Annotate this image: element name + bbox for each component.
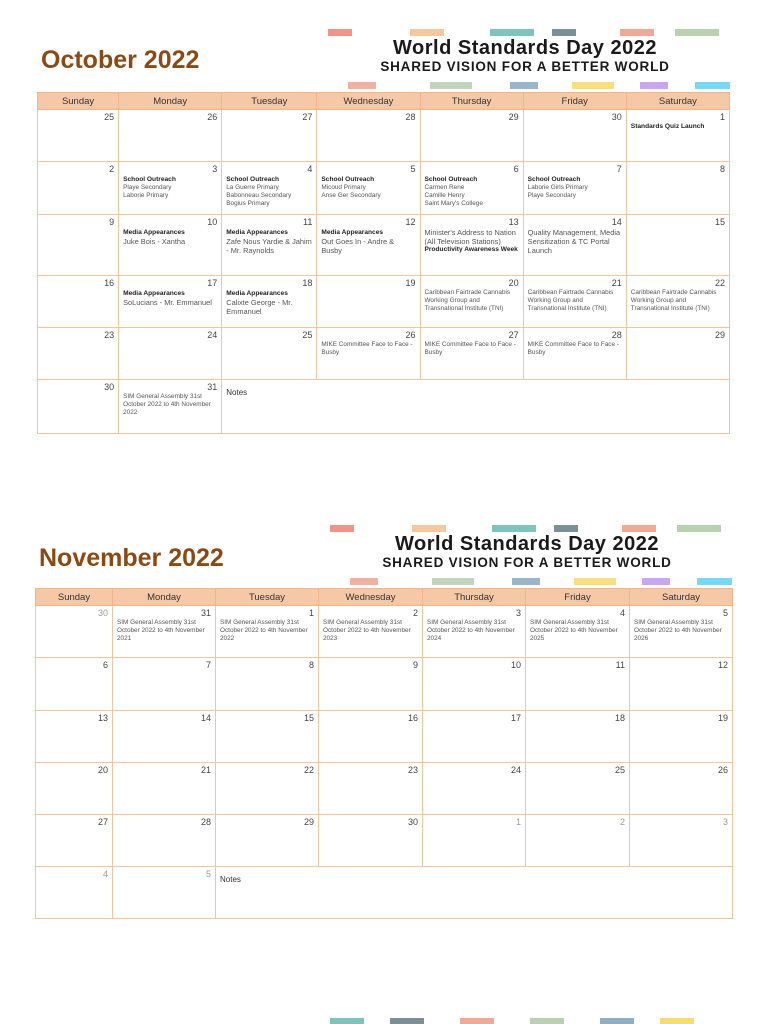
day-cell: [113, 711, 216, 763]
day-number: 5: [722, 608, 728, 618]
flag-strip: [697, 578, 732, 585]
day-cell: [523, 215, 626, 276]
notes-area[interactable]: [216, 867, 733, 919]
day-number: 25: [104, 112, 115, 122]
event-detail: Micoud Primary: [321, 184, 366, 191]
day-number: 10: [207, 217, 218, 227]
day-cell: [319, 658, 423, 711]
day-cell: [222, 276, 317, 328]
banner-title: World Standards Day 2022: [395, 533, 659, 555]
flag-strip: [675, 29, 719, 36]
event-detail: La Guerre Primary: [226, 184, 279, 191]
event-detail: Juke Bois - Xantha: [123, 237, 186, 246]
event-detail: MIKE Committee Face to Face - Busby: [424, 341, 516, 356]
day-number: 9: [109, 217, 115, 227]
day-cell: [319, 763, 423, 815]
day-number: 20: [508, 278, 519, 288]
day-cell: [523, 276, 626, 328]
day-number: 11: [615, 660, 625, 670]
day-number: 27: [97, 817, 108, 827]
day-cell: [113, 763, 216, 815]
calendar-grid: [37, 92, 730, 434]
day-cell: [113, 815, 216, 867]
flag-strip: [330, 1018, 364, 1024]
day-cell: [526, 815, 630, 867]
flag-strip: [412, 525, 446, 532]
event-detail: Out Goes In - Andre & Busby: [321, 237, 395, 255]
day-number: 30: [407, 817, 418, 827]
weekday-header-thursday: Thursday: [420, 93, 523, 110]
day-cell: [317, 328, 420, 380]
event-highlight: Standards Quiz Launch: [630, 123, 705, 130]
banner-title: World Standards Day 2022: [393, 37, 657, 59]
event-detail: Camille Henry: [424, 192, 465, 199]
event-detail: SoLucians - Mr. Emmanuel: [123, 298, 212, 307]
day-number: 26: [207, 112, 218, 122]
day-cell: [420, 276, 523, 328]
day-number: 28: [405, 112, 416, 122]
event-detail: SIM General Assembly 31st October 2022 to 4th November 2026: [634, 619, 722, 642]
day-number: 21: [611, 278, 622, 288]
day-cell: [36, 606, 113, 658]
day-number: 18: [614, 713, 625, 723]
event-highlight: Productivity Awareness Week: [424, 246, 518, 253]
day-number: 24: [207, 330, 218, 340]
day-cell: [113, 867, 216, 919]
flag-strip: [510, 82, 538, 89]
event-detail: Bogius Primary: [226, 200, 270, 207]
event-title: Media Appearances: [123, 229, 185, 236]
event-detail: Laborie Girls Primary: [527, 184, 588, 191]
flag-strip: [574, 578, 616, 585]
banner-subtitle: SHARED VISION FOR A BETTER WORLD: [382, 555, 672, 570]
day-cell: [216, 763, 319, 815]
day-cell: [526, 763, 630, 815]
week-row: [36, 658, 733, 711]
day-cell: [523, 162, 626, 215]
event-detail: Zafe Nous Yardie & Jahim - Mr. Raynolds: [226, 237, 312, 255]
event-detail: SIM General Assembly 31st October 2022 to 4th November 2022: [123, 393, 211, 416]
day-cell: [317, 215, 420, 276]
weekday-header-saturday: Saturday: [626, 93, 729, 110]
day-cell: [523, 110, 626, 162]
day-number: 3: [722, 817, 728, 827]
day-number: 18: [302, 278, 313, 288]
event-detail: MIKE Committee Face to Face - Busby: [321, 341, 413, 356]
flag-strip: [530, 1018, 564, 1024]
event-detail: Playe Secondary: [123, 184, 172, 191]
week-row: [38, 215, 730, 276]
day-cell: [38, 162, 119, 215]
day-number: 19: [717, 713, 728, 723]
day-cell: [626, 110, 729, 162]
day-number: 5: [205, 869, 211, 879]
flag-strip: [552, 29, 576, 36]
day-number: 9: [412, 660, 418, 670]
day-number: 30: [104, 382, 115, 392]
day-number: 23: [407, 765, 418, 775]
day-number: 2: [109, 164, 115, 174]
weekday-header-thursday: Thursday: [423, 589, 526, 606]
flag-strip: [410, 29, 444, 36]
day-number: 14: [200, 713, 211, 723]
day-number: 12: [717, 660, 728, 670]
day-cell: [38, 328, 119, 380]
day-number: 21: [200, 765, 211, 775]
week-row: [36, 606, 733, 658]
day-cell: [423, 658, 526, 711]
day-number: 4: [102, 869, 108, 879]
weekday-header-sunday: Sunday: [38, 93, 119, 110]
day-number: 13: [97, 713, 108, 723]
flag-strip: [554, 525, 578, 532]
flag-strip: [432, 578, 474, 585]
event-detail: SIM General Assembly 31st October 2022 to 4th November 2023: [323, 619, 411, 642]
day-cell: [119, 276, 222, 328]
event-title: School Outreach: [123, 176, 176, 183]
event-detail: Quality Management, Media Sensitization & TC Portal Launch: [527, 228, 621, 255]
day-cell: [36, 815, 113, 867]
flag-strip: [677, 525, 721, 532]
day-number: 26: [405, 330, 416, 340]
event-detail: Minister's Address to Nation (All Television Stations): [424, 228, 516, 246]
day-number: 15: [714, 217, 725, 227]
flag-strip: [622, 525, 656, 532]
weekday-header-tuesday: Tuesday: [222, 93, 317, 110]
day-number: 4: [307, 164, 313, 174]
day-cell: [36, 711, 113, 763]
november-calendar: [35, 524, 732, 924]
event-detail: Laborie Primary: [123, 192, 169, 199]
flag-strip: [350, 578, 378, 585]
day-number: 13: [508, 217, 519, 227]
day-number: 12: [405, 217, 416, 227]
day-number: 15: [303, 713, 314, 723]
day-number: 7: [616, 164, 622, 174]
event-detail: SIM General Assembly 31st October 2022 to 4th November 2024: [427, 619, 515, 642]
calendar-grid: [35, 588, 733, 919]
event-title: Media Appearances: [226, 290, 288, 297]
week-row: [38, 110, 730, 162]
event-detail: Playe Secondary: [527, 192, 576, 199]
event-title: Media Appearances: [321, 229, 384, 236]
week-row: [36, 867, 733, 919]
day-number: 5: [410, 164, 416, 174]
day-cell: [630, 815, 733, 867]
day-cell: [420, 215, 523, 276]
event-detail: SIM General Assembly 31st October 2022 to 4th November 2022: [220, 619, 308, 642]
day-cell: [38, 215, 119, 276]
flag-strip: [600, 1018, 634, 1024]
day-number: 8: [719, 164, 725, 174]
event-title: School Outreach: [424, 176, 478, 183]
day-cell: [317, 162, 420, 215]
event-detail: SIM General Assembly 31st October 2022 to 4th November 2025: [530, 619, 618, 642]
flag-strip: [330, 525, 354, 532]
day-number: 24: [510, 765, 521, 775]
day-cell: [523, 328, 626, 380]
day-number: 6: [102, 660, 108, 670]
weekday-header-saturday: Saturday: [630, 589, 733, 606]
weekday-header-monday: Monday: [113, 589, 216, 606]
day-number: 23: [104, 330, 115, 340]
week-row: [36, 815, 733, 867]
day-cell: [38, 380, 119, 434]
day-cell: [36, 658, 113, 711]
flag-strip: [430, 82, 472, 89]
week-row: [38, 162, 730, 215]
day-cell: [36, 763, 113, 815]
day-cell: [319, 815, 423, 867]
day-number: 2: [412, 608, 418, 618]
day-cell: [626, 328, 729, 380]
day-number: 26: [717, 765, 728, 775]
event-detail: Caribbean Fairtrade Cannabis Working Group and Transnational Institute (TNI): [527, 289, 614, 312]
day-number: 22: [303, 765, 314, 775]
day-number: 1: [515, 817, 521, 827]
day-cell: [630, 711, 733, 763]
week-row: [38, 276, 730, 328]
day-cell: [420, 328, 523, 380]
day-cell: [630, 606, 733, 658]
world-standards-day-banner: [320, 28, 730, 90]
day-cell: [626, 215, 729, 276]
day-number: 19: [405, 278, 416, 288]
day-cell: [420, 162, 523, 215]
week-row: [36, 763, 733, 815]
day-cell: [113, 658, 216, 711]
flag-strip: [390, 1018, 424, 1024]
day-number: 22: [714, 278, 725, 288]
day-number: 3: [515, 608, 521, 618]
banner-subtitle: SHARED VISION FOR A BETTER WORLD: [380, 59, 670, 74]
day-number: 25: [614, 765, 625, 775]
day-cell: [423, 815, 526, 867]
day-number: 25: [302, 330, 313, 340]
day-cell: [222, 162, 317, 215]
event-title: School Outreach: [226, 176, 280, 183]
event-detail: SIM General Assembly 31st October 2022 to 4th November 2021: [117, 619, 205, 642]
day-cell: [222, 215, 317, 276]
day-cell: [630, 658, 733, 711]
day-cell: [626, 162, 729, 215]
event-title: School Outreach: [321, 176, 375, 183]
day-cell: [36, 867, 113, 919]
flag-strip: [640, 82, 668, 89]
day-number: 3: [212, 164, 218, 174]
day-number: 29: [303, 817, 314, 827]
day-cell: [222, 110, 317, 162]
day-cell: [119, 162, 222, 215]
day-cell: [526, 658, 630, 711]
day-cell: [319, 711, 423, 763]
weekday-header-friday: Friday: [523, 93, 626, 110]
month-title: October 2022: [41, 46, 200, 74]
weekday-header-friday: Friday: [526, 589, 630, 606]
flag-strip: [512, 578, 540, 585]
flag-strip: [572, 82, 614, 89]
day-number: 11: [303, 217, 313, 227]
day-number: 6: [513, 164, 519, 174]
day-cell: [216, 815, 319, 867]
weekday-header-sunday: Sunday: [36, 589, 113, 606]
day-number: 30: [611, 112, 622, 122]
day-cell: [216, 658, 319, 711]
day-cell: [113, 606, 216, 658]
day-cell: [626, 276, 729, 328]
event-title: School Outreach: [527, 176, 581, 183]
week-row: [38, 380, 730, 434]
day-cell: [119, 110, 222, 162]
event-title: Media Appearances: [123, 290, 185, 297]
event-detail: Calixte George - Mr. Emmanuel: [226, 298, 293, 316]
day-cell: [216, 711, 319, 763]
day-cell: [423, 606, 526, 658]
day-number: 29: [508, 112, 519, 122]
day-cell: [423, 711, 526, 763]
day-number: 4: [619, 608, 625, 618]
day-number: 8: [308, 660, 314, 670]
notes-area[interactable]: [222, 380, 730, 434]
event-title: Media Appearances: [226, 229, 288, 236]
notes-label: Notes: [226, 388, 248, 397]
day-number: 28: [611, 330, 622, 340]
day-number: 31: [207, 382, 218, 392]
flag-strip: [328, 29, 352, 36]
event-detail: Caribbean Fairtrade Cannabis Working Group and Transnational Institute (TNI): [630, 289, 717, 312]
flag-strip: [642, 578, 670, 585]
day-number: 2: [619, 817, 625, 827]
event-detail: Babonneau Secondary: [226, 192, 292, 199]
day-cell: [526, 606, 630, 658]
month-title: November 2022: [39, 544, 224, 572]
event-detail: Saint Mary's College: [424, 200, 483, 207]
day-number: 27: [508, 330, 519, 340]
flag-strip: [460, 1018, 494, 1024]
day-cell: [119, 215, 222, 276]
day-number: 30: [97, 608, 108, 618]
event-detail: Caribbean Fairtrade Cannabis Working Group and Transnational Institute (TNI): [424, 289, 511, 312]
week-row: [36, 711, 733, 763]
weekday-header-wednesday: Wednesday: [317, 93, 420, 110]
day-cell: [222, 328, 317, 380]
day-cell: [216, 606, 319, 658]
event-detail: Anse Ger Secondary: [321, 192, 381, 199]
week-row: [38, 328, 730, 380]
event-detail: MIKE Committee Face to Face - Busby: [527, 341, 619, 356]
day-cell: [119, 380, 222, 434]
day-number: 17: [207, 278, 218, 288]
october-calendar: [37, 28, 730, 434]
day-cell: [423, 763, 526, 815]
day-number: 1: [719, 112, 725, 122]
day-number: 16: [104, 278, 115, 288]
day-number: 17: [510, 713, 521, 723]
day-number: 10: [510, 660, 521, 670]
day-cell: [38, 110, 119, 162]
day-number: 31: [200, 608, 211, 618]
day-cell: [630, 763, 733, 815]
day-number: 14: [611, 217, 622, 227]
day-number: 16: [407, 713, 418, 723]
flag-strip: [492, 525, 536, 532]
day-cell: [319, 606, 423, 658]
day-number: 27: [302, 112, 313, 122]
weekday-header-monday: Monday: [119, 93, 222, 110]
day-cell: [119, 328, 222, 380]
event-detail: Carmen Rene: [424, 184, 465, 191]
day-number: 28: [200, 817, 211, 827]
world-standards-day-banner: [322, 524, 732, 586]
flag-strip: [348, 82, 376, 89]
flag-strip: [695, 82, 730, 89]
day-cell: [317, 110, 420, 162]
flag-strip: [660, 1018, 694, 1024]
day-cell: [420, 110, 523, 162]
day-cell: [38, 276, 119, 328]
day-number: 20: [97, 765, 108, 775]
flag-strip: [490, 29, 534, 36]
day-cell: [317, 276, 420, 328]
day-number: 7: [205, 660, 211, 670]
weekday-header-wednesday: Wednesday: [319, 589, 423, 606]
notes-label: Notes: [220, 875, 241, 884]
flag-strip: [620, 29, 654, 36]
weekday-header-tuesday: Tuesday: [216, 589, 319, 606]
next-page-banner-strip: [330, 1016, 730, 1024]
day-cell: [526, 711, 630, 763]
day-number: 29: [714, 330, 725, 340]
day-number: 1: [308, 608, 314, 618]
